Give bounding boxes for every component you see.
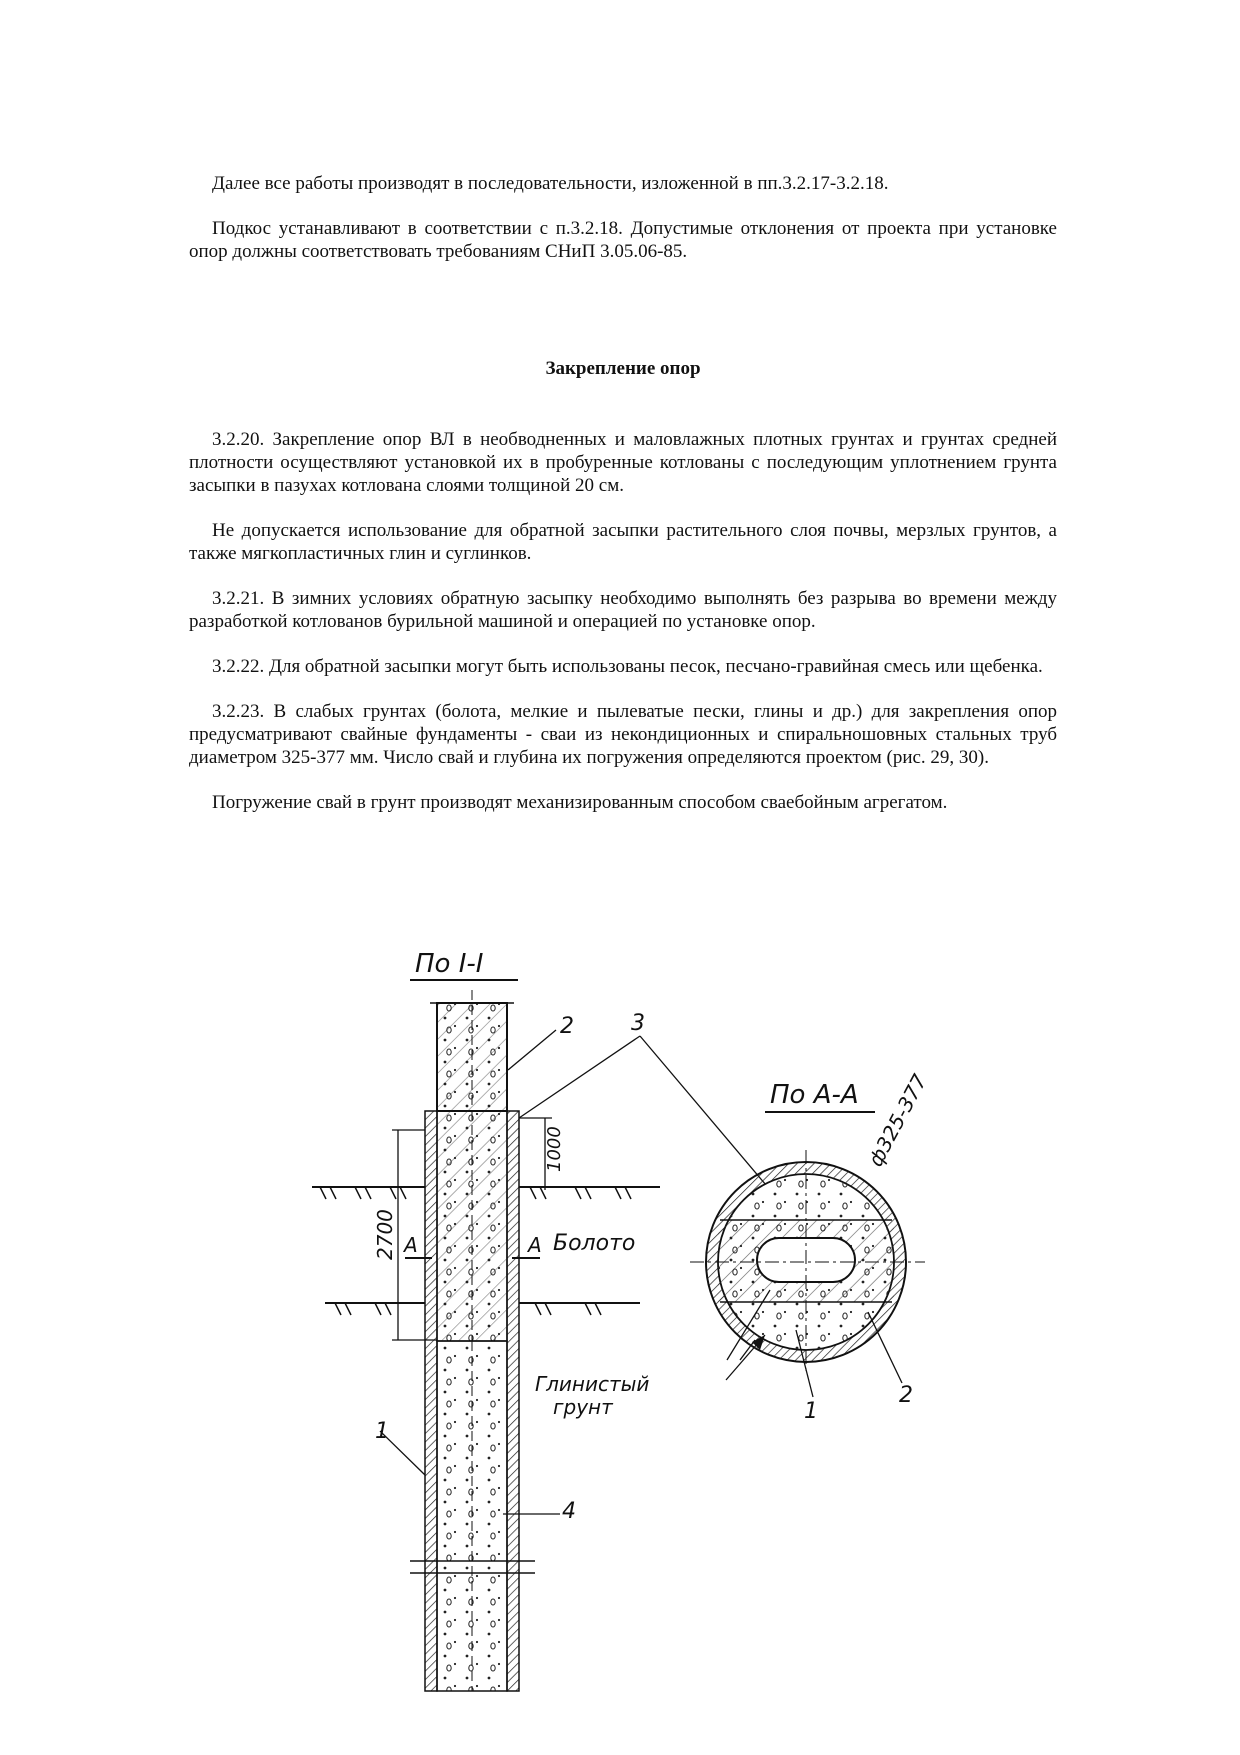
swamp-label: Болото <box>553 1231 636 1256</box>
section-aa-label: По А-А <box>770 1080 859 1110</box>
paragraph: Погружение свай в грунт производят механизированным способом сваебойным агрегатом. <box>212 792 948 813</box>
pile-section-view <box>312 949 766 1691</box>
paragraph: Подкос устанавливают в соответствии с п.3.2.18. Допустимые отклонения от проекта при установке опор должны соответствовать требованиям СНиП 3.05.06-85. <box>189 218 1057 262</box>
paragraph: 3.2.23. В слабых грунтах (болота, мелкие и пылеватые пески, глины и др.) для закрепления опор предусматривают свайные фундаменты - сваи из некондиционных и спиральношовных стальных труб диаметром 325-377 мм. Число свай и глубина их погружения определяются проектом (рис. 29, 30). <box>189 701 1057 768</box>
pipe-wall-left <box>425 1111 437 1691</box>
dim-total: 2700 <box>373 1209 397 1260</box>
callout-2: 2 <box>560 1014 574 1039</box>
section-mark-right: А <box>528 1233 542 1257</box>
paragraph: 3.2.21. В зимних условиях обратную засыпку необходимо выполнять без разрыва во времени между разработкой котлованов бурильной машиной и операцией по установке опор. <box>189 588 1057 632</box>
callout-1: 1 <box>375 1419 389 1444</box>
clay-label-1: Глинистый <box>535 1372 650 1396</box>
paragraph: Далее все работы производят в последовательности, изложенной в пп.3.2.17-3.2.18. <box>212 173 889 194</box>
paragraph: Не допускается использование для обратной засыпки растительного слоя почвы, мерзлых грунтов, а также мягкопластичных глин и суглинков. <box>189 520 1057 564</box>
clay-label-2: грунт <box>553 1395 613 1419</box>
paragraph: 3.2.22. Для обратной засыпки могут быть использованы песок, песчано-гравийная смесь или щебенка. <box>212 656 1043 677</box>
callout-4: 4 <box>562 1499 576 1524</box>
dim-top: 1000 <box>544 1126 565 1172</box>
section-title: Закрепление опор <box>545 358 701 379</box>
pipe-wall-right <box>507 1111 519 1691</box>
cross-section-view <box>690 1070 932 1424</box>
callout-1-aa: 1 <box>804 1399 818 1424</box>
section-label: По I-I <box>415 949 484 979</box>
section-mark-left: А <box>404 1233 418 1257</box>
callout-3: 3 <box>631 1011 645 1036</box>
diameter-label: ф325-377 <box>863 1070 932 1171</box>
paragraph: 3.2.20. Закрепление опор ВЛ в необводненных и маловлажных плотных грунтах и грунтах средней плотности осуществляют установкой их в пробуренные котлованы с последующим уплотнением грунта засыпки в пазухах котлована слоями толщиной 20 см. <box>189 429 1057 496</box>
callout-2-aa: 2 <box>899 1383 913 1408</box>
